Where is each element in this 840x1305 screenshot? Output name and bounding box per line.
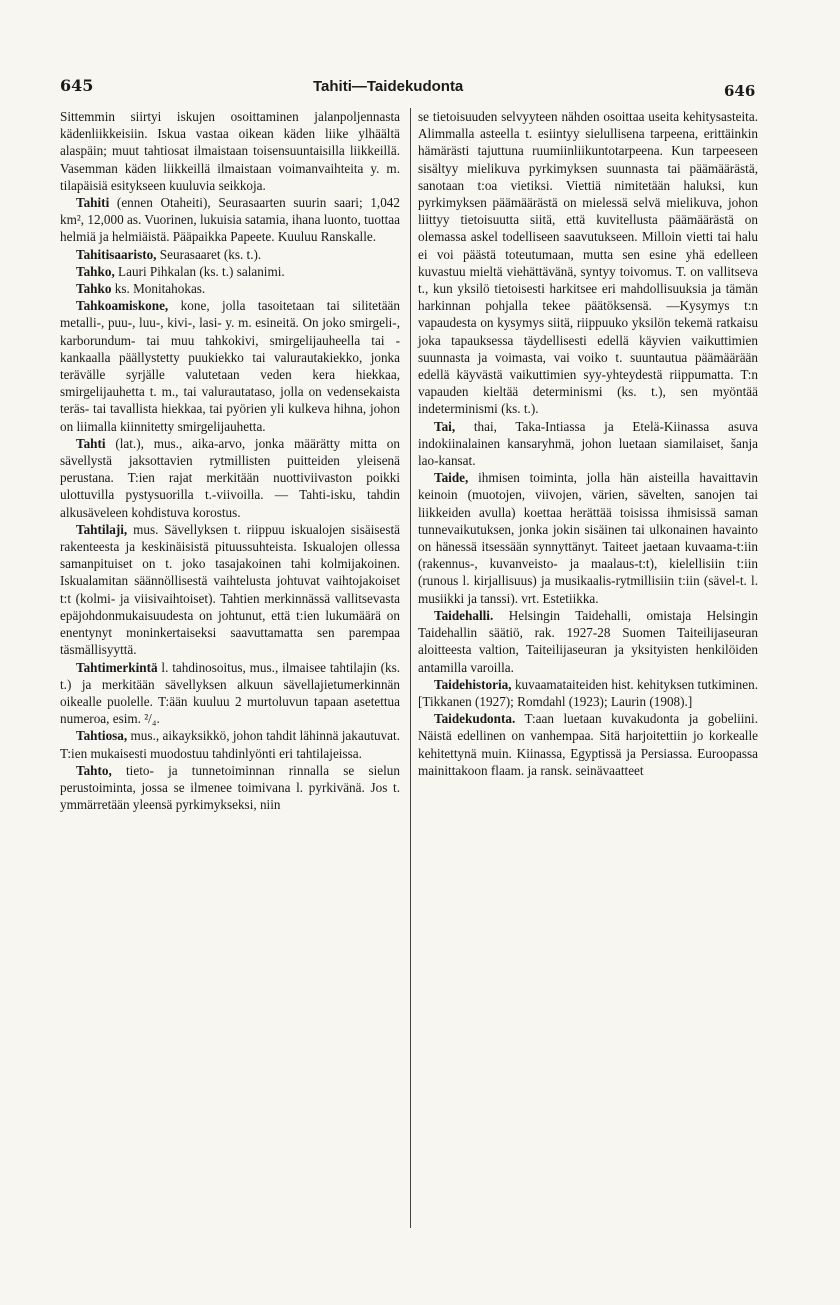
entry-text: tieto- ja tunnetoiminnan rinnalla se sielun perustoiminta, jossa se ilmenee toimivana l. pyrkivänä. Jos t. ymmärretään yleensä pyrkimykseksi, niin	[60, 762, 400, 813]
entry-text: Seurasaaret (ks. t.).	[156, 246, 262, 262]
entry-text: Helsingin Taidehalli, omistaja Helsingin Taidehallin säätiö, rak. 1927-28 Suomen Taiteilijaseuran aloitteesta valtion, Taiteilijaseuran ja yksityisten henkilöiden antamilla varoilla.	[418, 607, 758, 675]
entry-tahitisaaristo	[60, 246, 400, 263]
entry-tahtimerkinta	[60, 659, 400, 728]
column-divider	[410, 108, 411, 1228]
entry-text: ks. Monitahokas.	[111, 281, 206, 297]
entry-tahiti	[60, 194, 400, 246]
headword: Tahko,	[76, 263, 115, 279]
entry-text: T:aan luetaan kuvakudonta ja gobeliini. Näistä edellinen on vanhempaa. Sitä harjoitettiin jo korkealle kehitettynä muin. Kiinassa, Egyptissä ja Persiassa. Euroopassa mainittakoon flaam. ja ransk. seinävaatteet	[418, 711, 758, 778]
entry-text: (lat.), mus., aika-arvo, jonka määrätty mitta on sävellystä jaksottavien rytmillisten puitteiden yleisenä perustana. T:ien rajat merkitään nuottiviivaston poikki ulottuvilla pystysuorilla t.-viivoilla. — Tahti-isku, tahdin alkusäveleen kohdistuva korostus.	[60, 435, 400, 520]
entry-tahko-lauri	[60, 263, 400, 280]
entry-tahkoamiskone	[60, 297, 400, 435]
left-column	[60, 108, 400, 813]
headword: Tahti	[76, 435, 106, 451]
entry-text: l. tahdinosoitus, mus., ilmaisee tahtilajin (ks. t.) ja merkitään sävellyksen alkuun sävellajietumerkinnän oikealle puolelle. T:ään kuuluu 2 murtoluvun tapaan asetettua numeroa, esim. ²/₄.	[60, 659, 400, 727]
entry-text: mus., aikayksikkö, johon tahdit lähinnä jakautuvat. T:ien mukaisesti muodostuu tahdinlyönti eri tahtilajeissa.	[60, 728, 400, 761]
headword: Tahkoamiskone,	[76, 298, 169, 314]
entry-tahti	[60, 435, 400, 521]
headword: Tai,	[434, 418, 456, 434]
entry-text: ihmisen toiminta, jolla hän aisteilla havaittavin keinoin (muotojen, viivojen, värien, sävelten, sanojen tai liikkeiden avulla) koettaa herättää toisissa ihmisissä saman tunnevaikutuksen, jonka jokin sisäinen tai ulkonainen havainto on hänessä itsessään synnyttänyt. Taiteet jaetaan kuvaama-t:iin (rakennus-, kuvanveisto- ja maalaus-t:t), kielellisiin t:iin (runous l. kirjallisuus) ja musikaalis-rytmillisiin t:iin (sävel-t. l. musiikki ja tanssi). vrt. Estetiikka.	[418, 470, 758, 606]
headword: Tahtiosa,	[76, 728, 128, 744]
entry-taide	[418, 469, 758, 607]
entry-text: thai, Taka-Intiassa ja Etelä-Kiinassa asuva indokiinalainen kansaryhmä, johon luetaan siamilaiset, šanja lao-kansat.	[418, 418, 758, 469]
headword: Taidehalli.	[434, 607, 494, 623]
entry-taidekudonta	[418, 710, 758, 779]
headword: Taide,	[434, 470, 469, 486]
headword: Tahtimerkintä	[76, 659, 158, 675]
entry-tai	[418, 418, 758, 470]
entry-text: mus. Sävellyksen t. riippuu iskualojen sisäisestä rakenteesta ja keskinäisistä pituussuhteista. Iskualojen ollessa samanpituiset on t. joko tasajakoinen tahi kolmijakoinen. Iskualamitan säännöllisestä vaihtelusta johtuvat vaihtojakoiset t:t (kolmi- ja viisivaihtoiset). Tahtien merkinnässä vallitsevasta epäjohdonmukaisuudesta on johtunut, että t:ien lukumäärä on enentynyt moninkertaiseksi saavuttamatta sen parempaa täsmällisyyttä.	[60, 521, 400, 658]
entry-text: Lauri Pihkalan (ks. t.) salanimi.	[114, 263, 285, 279]
headword: Taidehistoria,	[434, 676, 512, 692]
headword: Tahto,	[76, 762, 112, 778]
headword: Taidekudonta.	[434, 711, 516, 727]
entry-tahko	[60, 280, 400, 297]
headword: Tahtilaji,	[76, 521, 128, 537]
headword: Tahitisaaristo,	[76, 246, 157, 262]
running-title: Tahiti—Taidekudonta	[313, 78, 464, 95]
right-column	[418, 108, 758, 779]
headword: Tahiti	[76, 195, 110, 211]
entry-text: se tietoisuuden selvyyteen nähden osoittaa useita kehitysasteita. Alimmalla asteella t. esiintyy sielullisena tarpeena, erittäinkin hämärästi tajuttuna ruumiinliikuntotarpeena. Kun tarpeeseen sisältyy mielikuva pyrkimyksen suunnasta tai päämäärästä, sanotaan t:oa vietiksi. Viettiä nimitetään haluksi, kun pyrkimyksen päämäärästä on mielessä selvä mielikuva, johon liittyy tietoisuutta siitä, että kuvitellusta päämäärästä on olemassa askel todelliseen saavutukseen. Milloin vietti tai halu ei voi päästä toteutumaan, mutta sen esine yhä edelleen kuvastuu mieltä viehättävänä, syntyy toivomus. T. on vallitseva t., kun yksilö tietoisesti harkitsee eri mahdollisuuksia ja tämän harkinnan pohjalla tekee päätöksensä. —Kysymys t:n vapaudesta on kysymys siitä, riippuuko yksilön tekemä ratkaisu joka tapauksessa täydellisesti edellä käyvien vaikuttimien suunnasta ja voimasta, vai voiko t. suuntautua päämäärään edellä käyvästä vaikuttimien syy-yhteydestä riippumatta. T:n vapauden kieltää determinismi (ks. t.), sen myöntää indeterminismi (ks. t.).	[418, 109, 758, 417]
page-number-right: 646	[724, 82, 756, 100]
entry-continuation	[418, 108, 758, 418]
entry-continuation	[60, 108, 400, 194]
entry-tahtiosa	[60, 727, 400, 761]
entry-text: kuvaamataiteiden hist. kehityksen tutkiminen. [Tikkanen (1927); Romdahl (1923); Laurin (1908).]	[418, 676, 758, 709]
entry-taidehistoria	[418, 676, 758, 710]
entry-text: kone, jolla tasoitetaan tai silitetään metalli-, puu-, luu-, kivi-, lasi- y. m. esineitä. On joko smirgeli-, karborundum- tai muu tahkokivi, smirgelijauheella tai -kankaalla päällystetty puukiekko tai valurautakiekko, jonka terävälle syrjälle valutetaan veden kera hiekkaa, smirgelijauhetta t. m., tai valurautataso, jolla on vedensekaista teräs- tai tavallista hiekkaa, tai pyörien yli kulkeva hihna, johon on liimalla kiinnitetty smirgelijauhetta.	[60, 298, 400, 434]
entry-text: Sittemmin siirtyi iskujen osoittaminen jalanpoljennasta kädenliikkeisiin. Iskua vastaa oikean käden liike ylhäältä alaspäin; muut tahtiosat ilmaistaan toisensuuntaisilla liikkeillä. Vasemman käden liikkeillä ilmaistaan voimanvaihteita y. m. tilapäisiä esitykseen kuuluvia seikkoja.	[60, 109, 400, 193]
page-number-left: 645	[60, 76, 94, 95]
headword: Tahko	[76, 281, 112, 297]
entry-tahtilaji	[60, 521, 400, 659]
entry-text: (ennen Otaheiti), Seurasaarten suurin saari; 1,042 km², 12,000 as. Vuorinen, lukuisia satamia, ihana luonto, tuottaa helmiä ja helmiäistä. Pääpaikka Papeete. Kuuluu Ranskalle.	[60, 195, 400, 245]
entry-tahto	[60, 762, 400, 814]
entry-taidehalli	[418, 607, 758, 676]
